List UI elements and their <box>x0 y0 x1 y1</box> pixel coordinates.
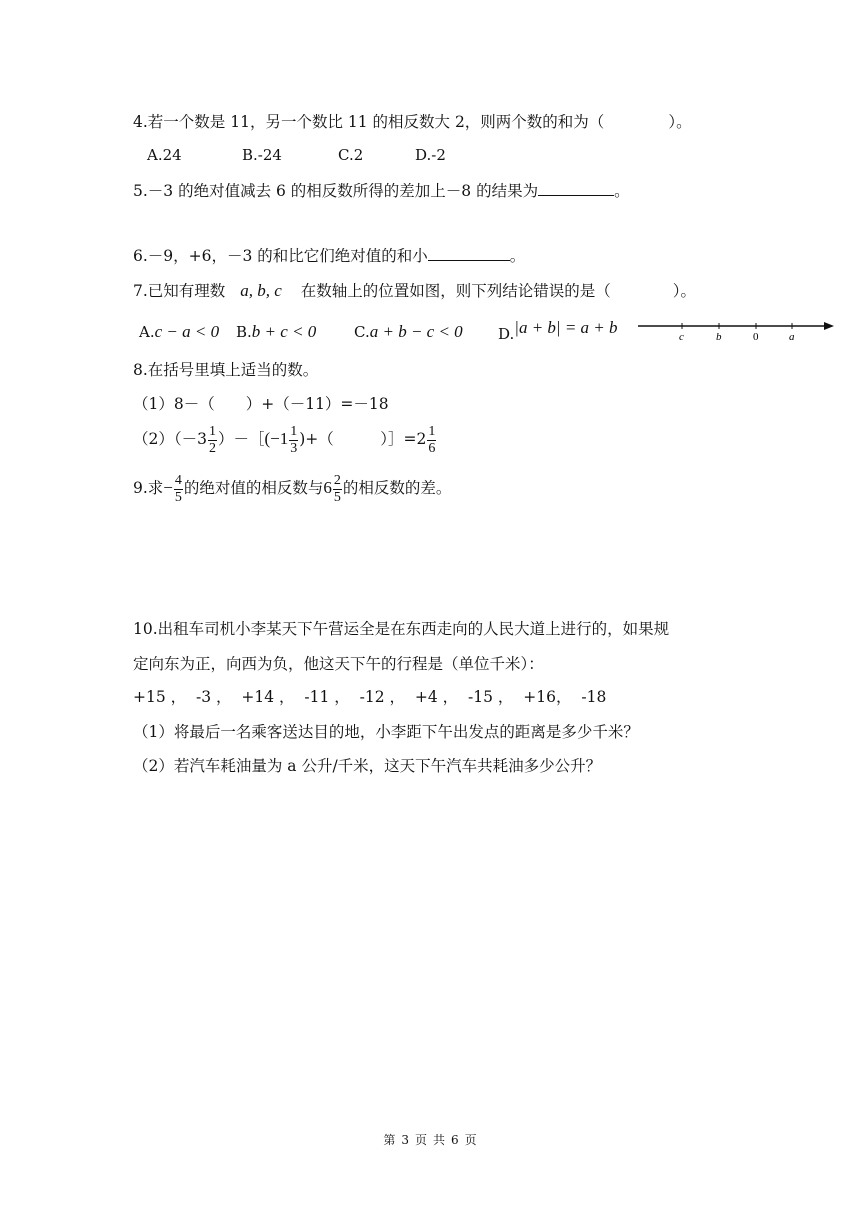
label-0: 0 <box>753 331 759 343</box>
answer-blank <box>428 246 510 261</box>
trip-value: -15 <box>468 688 493 706</box>
question-7 <box>133 281 696 301</box>
text-segment: 的相反数的差。 <box>342 479 452 497</box>
question-10-line-2: 定向东为正，向西为负，他这天下午的行程是（单位千米）： <box>133 655 544 673</box>
text-segment: 9.求 <box>133 479 164 497</box>
question-4 <box>133 112 692 132</box>
numerator: 1 <box>290 423 298 439</box>
option-label: C. <box>354 323 370 341</box>
trip-value: +4 <box>414 688 438 706</box>
denominator: 5 <box>333 489 341 505</box>
option-label: A. <box>139 323 155 341</box>
fraction <box>333 473 342 506</box>
denominator: 2 <box>208 440 216 456</box>
question-4-text: 4.若一个数是 11，另一个数比 11 的相反数大 2，则两个数的和为（ <box>133 113 605 131</box>
label-c: c <box>679 331 684 343</box>
denominator: 6 <box>428 440 436 456</box>
question-6-text: 6.－9，+6，－3 的和比它们绝对值的和小 <box>133 247 428 265</box>
question-6-end: 。 <box>509 247 526 265</box>
page-footer <box>0 1131 860 1148</box>
numerator: 1 <box>208 423 216 439</box>
question-7-close: ）。 <box>672 282 696 300</box>
q7-option-c <box>354 322 463 342</box>
option-label: D. <box>498 325 515 343</box>
text-segment: ）－［ <box>217 430 265 448</box>
trip-value: +15 <box>133 688 166 706</box>
q4-option-d: D.-2 <box>415 146 446 164</box>
question-7-prefix: 7.已知有理数 <box>133 282 226 300</box>
q7-option-b <box>236 322 316 342</box>
option-expression: a + b − c < 0 <box>369 322 463 341</box>
page-total: 6 <box>451 1133 459 1147</box>
q4-option-b: B.-24 <box>242 146 282 164</box>
question-7-vars: a, b, c <box>240 281 282 300</box>
numerator: 1 <box>428 423 436 439</box>
label-a: a <box>789 331 795 343</box>
footer-text: 页 <box>464 1133 477 1147</box>
q7-option-a <box>139 322 219 342</box>
question-8-part-2 <box>133 421 437 457</box>
fraction <box>174 473 183 506</box>
text-segment: 的绝对值的相反数与 <box>183 479 324 497</box>
option-expression: b + c < 0 <box>251 322 317 341</box>
question-4-close: ）。 <box>668 113 692 131</box>
question-8-title: 8.在括号里填上适当的数。 <box>133 361 319 379</box>
footer-text: 共 <box>433 1133 446 1147</box>
trip-value: -11 <box>304 688 330 706</box>
q4-option-a: A.24 <box>147 146 182 164</box>
trip-value: -18 <box>581 688 607 706</box>
text-segment: (−1 <box>264 429 289 448</box>
question-10-line-1: 10.出租车司机小李某天下午营运全是在东西走向的人民大道上进行的，如果规 <box>133 620 670 638</box>
number-line-diagram <box>636 316 836 346</box>
option-expression: c − a < 0 <box>154 322 220 341</box>
trip-value: -12 <box>359 688 385 706</box>
text-segment: )+（ ）］=2 <box>299 430 427 448</box>
minus-sign: − <box>163 478 173 497</box>
whole-number: 6 <box>323 478 332 497</box>
question-6 <box>133 246 525 266</box>
option-expression: |a + b| = a + b <box>514 318 618 337</box>
trip-value: -3 <box>196 688 212 706</box>
denominator: 5 <box>174 489 182 505</box>
page-number: 3 <box>401 1133 409 1147</box>
number-line-arrow <box>824 322 834 330</box>
question-8-part-1: （1）8－（ ）+（－11）=－18 <box>133 395 389 413</box>
question-5-text: 5.－3 的绝对值减去 6 的相反数所得的差加上－8 的结果为 <box>133 182 539 200</box>
question-10-sub-1: （1）将最后一名乘客送达目的地，小李距下午出发点的距离是多少千米？ <box>133 723 639 741</box>
trip-list: +15 ， -3 ， +14 ， -11 ， -12 ， +4 ， -15 ， +16， -18 <box>133 688 607 706</box>
numerator: 4 <box>174 472 182 488</box>
trip-value: +14 <box>241 688 275 706</box>
text-segment: （2）（－3 <box>133 430 207 448</box>
question-5 <box>133 181 630 201</box>
q4-option-c: C.2 <box>338 146 364 164</box>
question-9 <box>133 470 451 506</box>
label-b: b <box>716 331 722 343</box>
denominator: 3 <box>290 440 298 456</box>
fraction <box>427 424 436 457</box>
footer-text: 第 <box>383 1133 396 1147</box>
question-7-middle: 在数轴上的位置如图，则下列结论错误的是（ <box>300 282 611 300</box>
question-10-sub-2: （2）若汽车耗油量为 a 公升/千米，这天下午汽车共耗油多少公升？ <box>133 757 602 775</box>
answer-blank <box>538 181 614 196</box>
trip-value: +16 <box>523 688 556 706</box>
numerator: 2 <box>333 472 341 488</box>
q7-option-d <box>498 318 618 343</box>
footer-text: 页 <box>414 1133 427 1147</box>
fraction <box>289 424 298 457</box>
fraction <box>208 424 217 457</box>
question-5-end: 。 <box>614 182 630 200</box>
option-label: B. <box>236 323 252 341</box>
